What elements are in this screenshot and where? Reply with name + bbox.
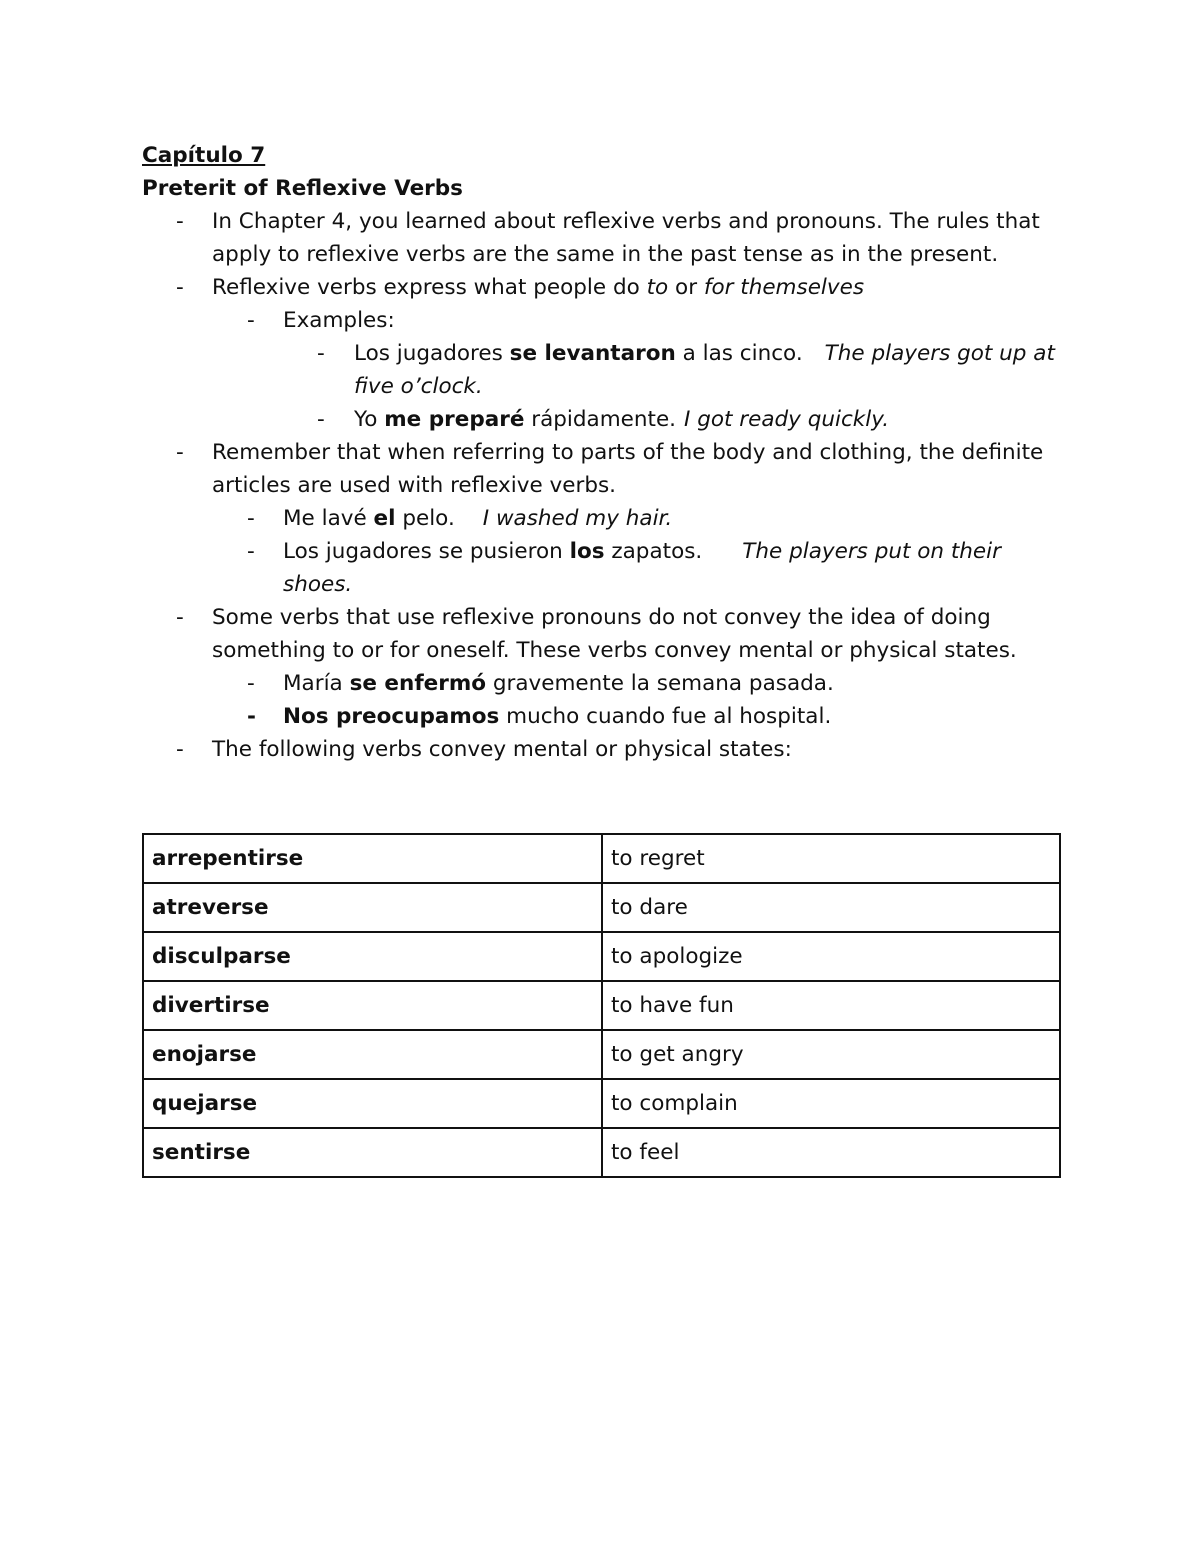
example-spanish-start: Los jugadores se pusieron — [283, 539, 570, 564]
reflexive-verbs-table — [142, 833, 1061, 1178]
example-verb: me preparé — [384, 407, 525, 432]
example-spanish-end: rápidamente. — [524, 407, 677, 432]
bullet-dash: - — [176, 737, 184, 762]
example-pelo — [142, 502, 1062, 535]
verb-cell: arrepentirse — [143, 834, 602, 883]
meaning-cell: to feel — [602, 1128, 1060, 1177]
verb-cell: enojarse — [143, 1030, 602, 1079]
bullet-text: Remember that when referring to parts of the body and clothing, the definite articles are used with reflexive verbs. — [212, 440, 1044, 498]
bullet-dash: - — [247, 506, 255, 531]
example-spanish-end: gravemente la semana pasada. — [486, 671, 834, 696]
bullet-dash: - — [176, 209, 184, 234]
example-prepare — [142, 403, 1062, 436]
examples-label: Examples: — [283, 308, 395, 333]
verb-cell: disculparse — [143, 932, 602, 981]
bullet-text: The following verbs convey mental or physical states: — [212, 737, 792, 762]
bullet-mental-states — [142, 601, 1062, 667]
example-zapatos — [142, 535, 1062, 601]
bullet-dash: - — [247, 539, 255, 564]
bullet-text: Some verbs that use reflexive pronouns do not convey the idea of doing something to or for oneself. These verbs convey mental or physical states. — [212, 605, 1017, 663]
example-verb: se levantaron — [509, 341, 676, 366]
bullet-reflexive-meaning — [142, 271, 1062, 304]
table-row — [143, 1128, 1060, 1177]
example-spanish-end: zapatos. — [604, 539, 703, 564]
example-article: el — [373, 506, 396, 531]
sub-bullet-examples — [142, 304, 1062, 337]
bullet-text: In Chapter 4, you learned about reflexive verbs and pronouns. The rules that apply to reflexive verbs are the same in the past tense as in the present. — [212, 209, 1040, 267]
verb-cell: sentirse — [143, 1128, 602, 1177]
verb-cell: quejarse — [143, 1079, 602, 1128]
table-row — [143, 1079, 1060, 1128]
example-spanish-start: Me lavé — [283, 506, 374, 531]
example-spanish-end: mucho cuando fue al hospital. — [499, 704, 832, 729]
meaning-cell: to regret — [602, 834, 1060, 883]
bullet-dash: - — [176, 275, 184, 300]
emphasis-to: to — [646, 275, 669, 300]
bullet-dash: - — [317, 341, 325, 366]
meaning-cell: to have fun — [602, 981, 1060, 1030]
meaning-cell: to complain — [602, 1079, 1060, 1128]
example-spanish-end: pelo. — [395, 506, 455, 531]
example-spanish-start: Los jugadores — [354, 341, 510, 366]
example-enfermo — [142, 667, 1062, 700]
table-row — [143, 834, 1060, 883]
example-translation: I got ready quickly. — [684, 407, 890, 432]
table-row — [143, 932, 1060, 981]
example-verb: Nos preocupamos — [283, 704, 500, 729]
verb-cell: atreverse — [143, 883, 602, 932]
bullet-dash: - — [176, 605, 184, 630]
chapter-title: Capítulo 7 — [142, 143, 266, 168]
example-translation: I washed my hair. — [482, 506, 673, 531]
emphasis-for-themselves: for themselves — [703, 275, 865, 300]
bullet-following-verbs — [142, 733, 1062, 766]
example-translation: The players put on their shoes. — [283, 539, 1001, 597]
bullet-dash: - — [247, 671, 255, 696]
verb-cell: divertirse — [143, 981, 602, 1030]
table-row — [143, 981, 1060, 1030]
example-spanish-end: a las cinco. — [675, 341, 803, 366]
bullet-reflexive-rules — [142, 205, 1062, 271]
meaning-cell: to get angry — [602, 1030, 1060, 1079]
meaning-cell: to dare — [602, 883, 1060, 932]
section-heading: Preterit of Reflexive Verbs — [142, 176, 463, 201]
example-translation: The players got up at five o’clock. — [354, 341, 1055, 399]
example-spanish-start: María — [283, 671, 350, 696]
bullet-dash: - — [317, 407, 325, 432]
example-verb: se enfermó — [349, 671, 487, 696]
table-row — [143, 1030, 1060, 1079]
bullet-dash: - — [247, 704, 256, 729]
meaning-cell: to apologize — [602, 932, 1060, 981]
bullet-dash: - — [247, 308, 255, 333]
example-preocupamos — [142, 700, 1062, 733]
example-levantaron — [142, 337, 1062, 403]
bullet-dash: - — [176, 440, 184, 465]
bullet-text: Reflexive verbs express what people do — [212, 275, 647, 300]
document-body — [142, 140, 1062, 766]
bullet-definite-articles — [142, 436, 1062, 502]
example-spanish-start: Yo — [354, 407, 385, 432]
table-row — [143, 883, 1060, 932]
example-article: los — [569, 539, 605, 564]
bullet-text-or: or — [668, 275, 704, 300]
